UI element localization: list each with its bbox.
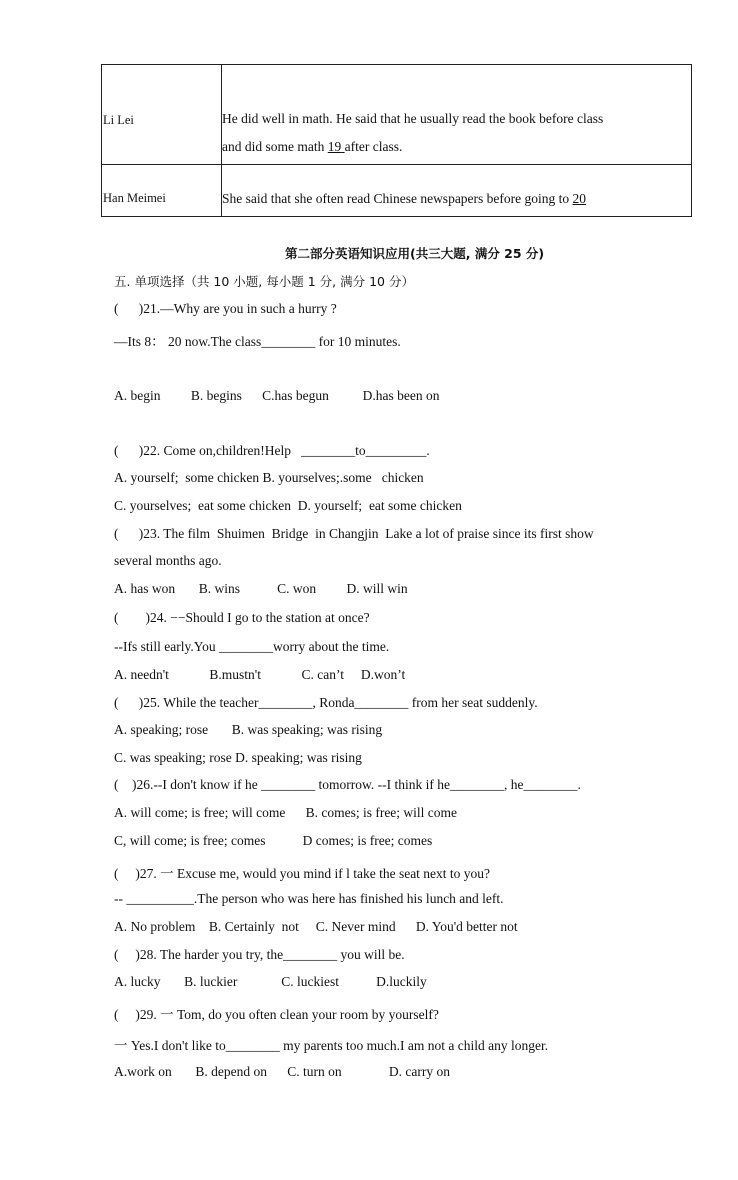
- question-line: --Ifs still early.You ________worry about the time.: [114, 639, 390, 654]
- question-line: ( )24. −−Should I go to the station at once?: [114, 610, 370, 625]
- text-segment: and did some math: [222, 139, 328, 154]
- row-text-line: He did well in math. He said that he usually read the book before class: [222, 111, 604, 126]
- part-title: 第二部分英语知识应用(共三大题, 满分 25 分): [285, 246, 545, 261]
- row-text: [222, 185, 687, 213]
- table-row: [102, 65, 691, 165]
- options-line: A. will come; is free; will come B. comes; is free; will come: [114, 805, 458, 820]
- row-text: [222, 105, 687, 161]
- blank-19: 19: [327, 139, 342, 154]
- options-line: A. No problem B. Certainly not C. Never mind D. You'd better not: [114, 919, 518, 934]
- row-name: Li Lei: [103, 113, 134, 127]
- options-line: A. lucky B. luckier C. luckiest D.luckily: [114, 974, 427, 989]
- question-line: ( )22. Come on,children!Help ________to_________.: [114, 443, 430, 458]
- text-segment: She said that she often read Chinese newspapers before going to: [222, 191, 573, 206]
- text-segment: after class.: [344, 139, 403, 154]
- section-title: 五. 单项选择（共 10 小题, 每小题 1 分, 满分 10 分）: [114, 274, 414, 289]
- question-line: several months ago.: [114, 553, 222, 568]
- options-line: C, will come; is free; comes D comes; is free; comes: [114, 833, 433, 848]
- options-line: A. begin B. begins C.has begun D.has been on: [114, 388, 440, 403]
- question-line: 一 Yes.I don't like to________ my parents too much.I am not a child any longer.: [114, 1038, 549, 1053]
- question-line: ( )28. The harder you try, the________ you will be.: [114, 947, 405, 962]
- question-line: —Its 8： 20 now.The class________ for 10 minutes.: [114, 334, 401, 349]
- options-line: A. speaking; rose B. was speaking; was rising: [114, 722, 383, 737]
- options-line: A. has won B. wins C. won D. will win: [114, 581, 408, 596]
- reading-table: [101, 64, 692, 217]
- options-line: C. yourselves; eat some chicken D. yourself; eat some chicken: [114, 498, 462, 513]
- question-line: ( )23. The film Shuimen Bridge in Changjin Lake a lot of praise since its first show: [114, 526, 594, 541]
- options-line: A. yourself; some chicken B. yourselves;.some chicken: [114, 470, 424, 485]
- options-line: A.work on B. depend on C. turn on D. carry on: [114, 1064, 450, 1079]
- blank-20: 20: [572, 191, 587, 206]
- question-line: -- __________.The person who was here has finished his lunch and left.: [114, 891, 504, 906]
- table-row: [102, 165, 691, 216]
- row-name: Han Meimei: [103, 191, 166, 205]
- question-line: ( )26.--I don't know if he ________ tomorrow. --I think if he________, he________.: [114, 777, 581, 792]
- row-text-line: [222, 133, 687, 161]
- question-line: ( )25. While the teacher________, Ronda________ from her seat suddenly.: [114, 695, 538, 710]
- question-line: ( )29. 一 Tom, do you often clean your room by yourself?: [114, 1007, 439, 1022]
- question-line: ( )21.—Why are you in such a hurry ?: [114, 301, 337, 316]
- options-line: C. was speaking; rose D. speaking; was rising: [114, 750, 362, 765]
- question-line: ( )27. 一 Excuse me, would you mind if l take the seat next to you?: [114, 866, 491, 881]
- options-line: A. needn't B.mustn't C. can’t D.won’t: [114, 667, 406, 682]
